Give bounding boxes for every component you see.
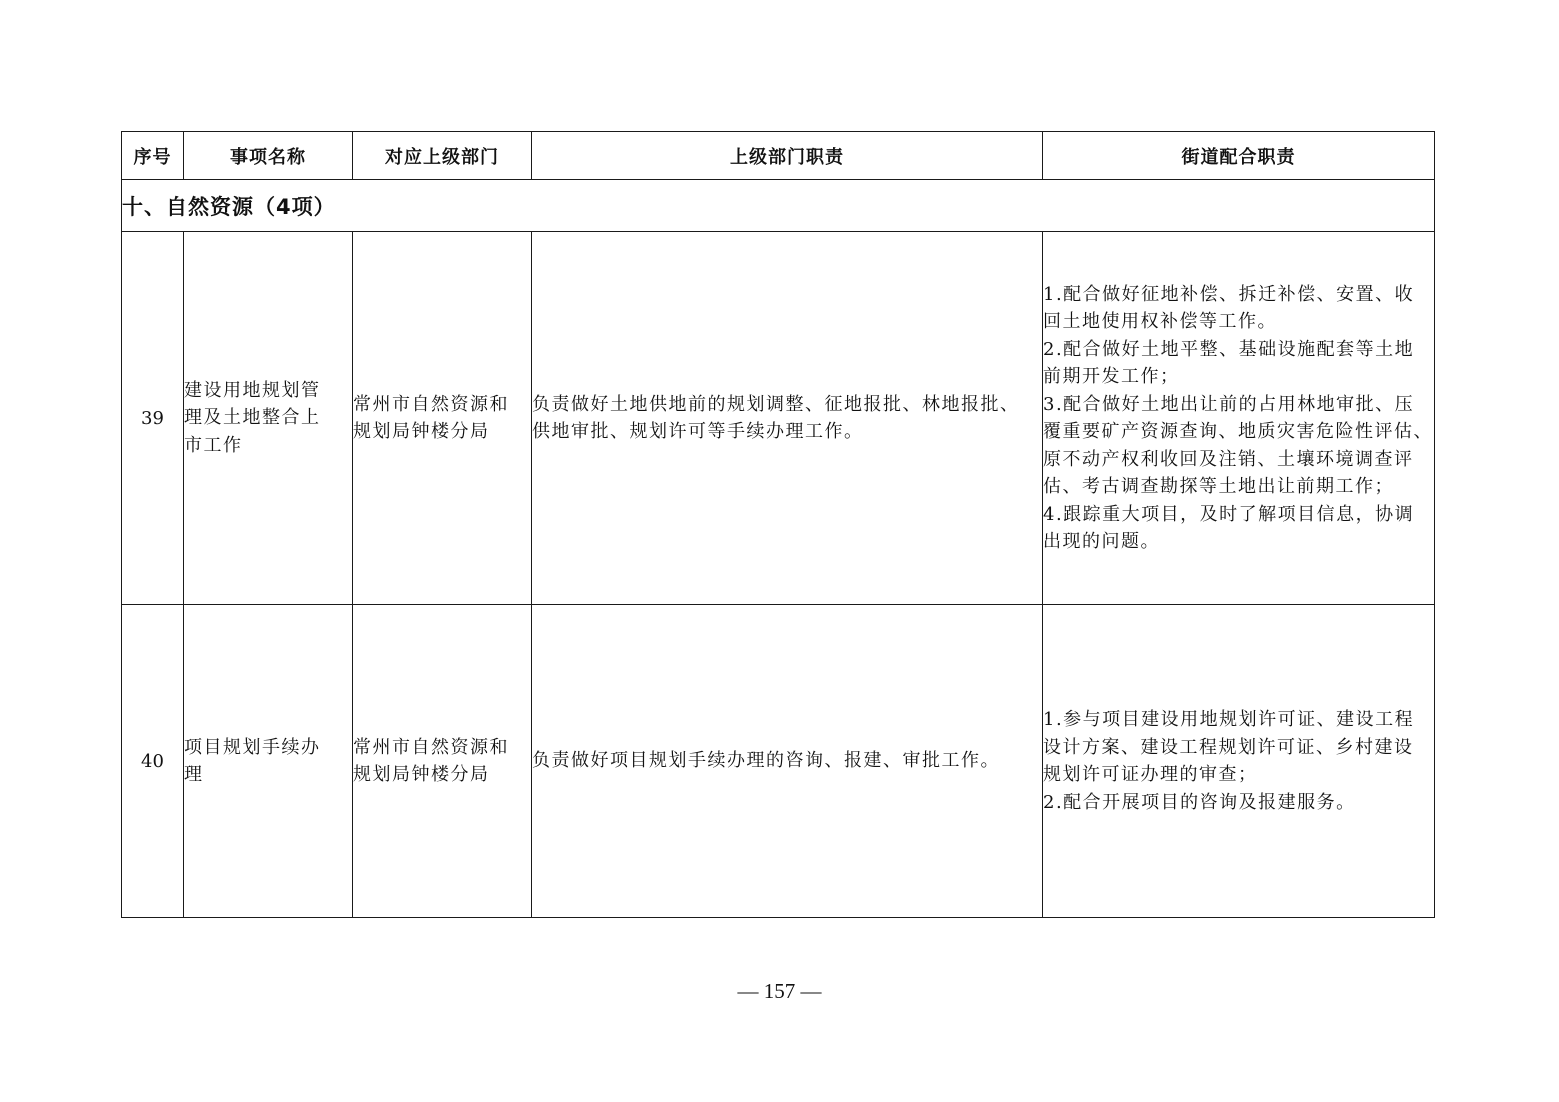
street-duty-line: 估、考古调查勘探等土地出让前期工作；	[1043, 476, 1394, 497]
superior-duty-cell	[532, 605, 1043, 918]
department-cell	[353, 605, 532, 918]
table-header	[122, 132, 1435, 180]
item-name-cell	[184, 232, 353, 605]
item-name-line: 项目规划手续办	[184, 736, 321, 758]
header-department: 对应上级部门	[353, 132, 532, 180]
street-duty-line: 出现的问题。	[1043, 531, 1160, 552]
street-duty-line: 1.参与项目建设用地规划许可证、建设工程	[1043, 709, 1415, 730]
table-row	[122, 605, 1435, 918]
street-duty-line: 4.跟踪重大项目，及时了解项目信息，协调	[1043, 503, 1415, 525]
section-row	[122, 180, 1435, 232]
department-line: 常州市自然资源和	[353, 393, 509, 415]
department-line: 规划局钟楼分局	[353, 421, 490, 442]
item-name-line: 理及土地整合上	[184, 407, 321, 429]
superior-duty-cell	[532, 232, 1043, 605]
street-duty-line: 规划许可证办理的审查；	[1043, 764, 1258, 785]
row-number: 40	[122, 605, 184, 918]
page-number: — 157 —	[737, 979, 822, 1003]
street-duty-cell	[1043, 605, 1435, 918]
street-duty-cell	[1043, 232, 1435, 605]
department-line: 常州市自然资源和	[353, 736, 509, 758]
duty-table	[121, 131, 1435, 918]
superior-duty-line: 供地审批、规划许可等手续办理工作。	[532, 421, 864, 442]
street-duty-line: 原不动产权利收回及注销、土壤环境调查评	[1043, 448, 1414, 470]
table-body	[122, 180, 1435, 918]
street-duty-line: 3.配合做好土地出让前的占用林地审批、压	[1043, 393, 1415, 415]
item-name-cell	[184, 605, 353, 918]
department-line: 规划局钟楼分局	[353, 764, 490, 785]
street-duty-line: 1.配合做好征地补偿、拆迁补偿、安置、收	[1043, 283, 1415, 305]
street-duty-line: 回土地使用权补偿等工作。	[1043, 311, 1277, 332]
header-number: 序号	[122, 132, 184, 180]
table-row	[122, 232, 1435, 605]
header-row	[122, 132, 1435, 180]
row-number: 39	[122, 232, 184, 605]
header-street-duty: 街道配合职责	[1043, 132, 1435, 180]
header-superior-duty: 上级部门职责	[532, 132, 1043, 180]
street-duty-line: 2.配合做好土地平整、基础设施配套等土地	[1043, 338, 1415, 360]
street-duty-line: 2.配合开展项目的咨询及报建服务。	[1043, 791, 1356, 813]
street-duty-line: 覆重要矿产资源查询、地质灾害危险性评估、	[1043, 421, 1433, 442]
header-item-name: 事项名称	[184, 132, 353, 180]
street-duty-line: 设计方案、建设工程规划许可证、乡村建设	[1043, 736, 1414, 758]
section-title: 十、自然资源（4项）	[122, 180, 1435, 232]
street-duty-line: 前期开发工作；	[1043, 366, 1180, 387]
item-name-line: 市工作	[184, 434, 243, 456]
superior-duty-line: 负责做好土地供地前的规划调整、征地报批、林地报批、	[532, 393, 1020, 415]
department-cell	[353, 232, 532, 605]
superior-duty-line: 负责做好项目规划手续办理的咨询、报建、审批工作。	[532, 750, 1000, 772]
item-name-line: 理	[184, 764, 204, 785]
item-name-line: 建设用地规划管	[184, 379, 321, 401]
